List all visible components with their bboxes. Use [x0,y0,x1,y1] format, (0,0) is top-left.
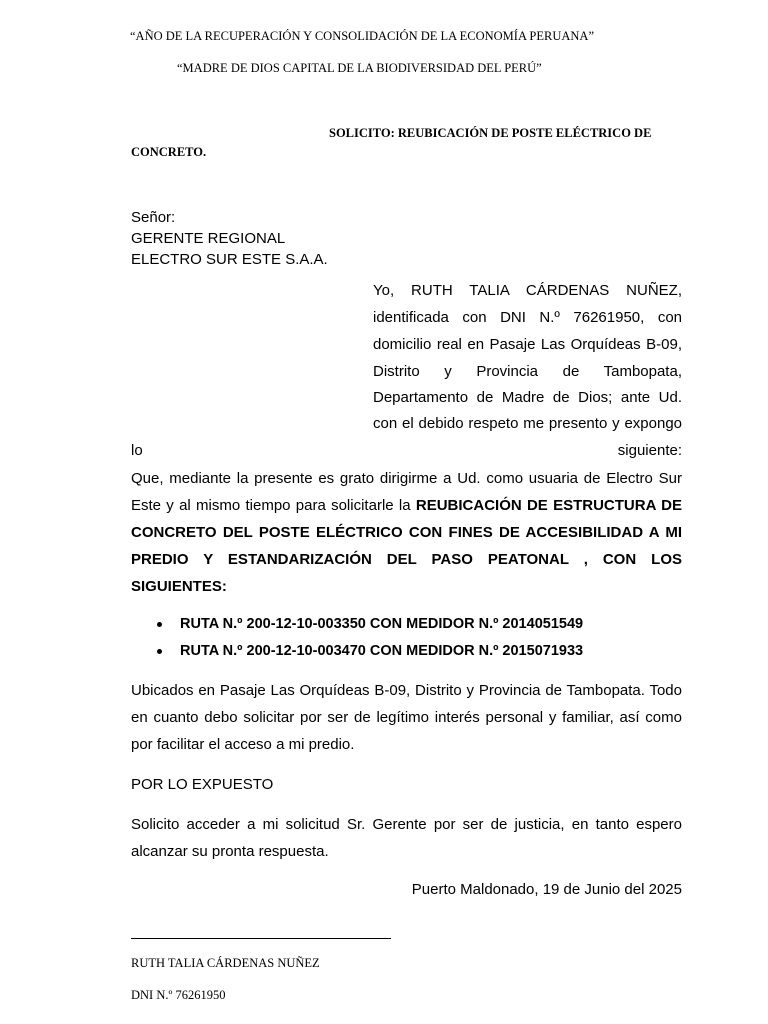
bullet-icon [157,649,162,654]
motto-region: “MADRE DE DIOS CAPITAL DE LA BIODIVERSIDAD DEL PERÚ” [177,61,542,75]
addressee-company: ELECTRO SUR ESTE S.A.A. [131,251,328,268]
closing-paragraph: Solicito acceder a mi solicitud Sr. Gerente por ser de justicia, en tanto espero alcanzar su pronta respuesta. [131,816,682,860]
intro-line: Departamento de Madre de Dios; ante Ud. [373,389,682,406]
request-paragraph [131,465,682,600]
request-bold-text: REUBICACIÓN DE ESTRUCTURA DE CONCRETO DEL POSTE ELÉCTRICO CON FINES DE ACCESIBILIDAD A MI PREDIO Y ESTANDARIZACIÓN DEL PASO PEATONAL , CON LOS SIGUIENTES: [131,497,682,595]
list-item [131,611,691,638]
intro-line: Yo, RUTH TALIA CÁRDENAS NUÑEZ, [373,282,682,299]
por-lo-expuesto: POR LO EXPUESTO [131,776,274,793]
place-date: Puerto Maldonado, 19 de Junio del 2025 [411,881,682,898]
signature-dni: DNI N.º 76261950 [131,988,226,1002]
signature-line [131,938,391,939]
motto-year: “AÑO DE LA RECUPERACIÓN Y CONSOLIDACIÓN DE LA ECONOMÍA PERUANA” [130,29,594,43]
subject-line-1: SOLICITO: REUBICACIÓN DE POSTE ELÉCTRICO DE [329,126,652,140]
intro-last-left: lo [131,442,143,459]
salutation: Señor: [131,209,176,226]
intro-last-right: siguiente: [617,442,682,459]
intro-line: con el debido respeto me presento y expongo [373,415,682,432]
addressee-block [131,207,328,270]
location-paragraph: Ubicados en Pasaje Las Orquídeas B-09, Distrito y Provincia de Tambopata. Todo en cuanto debo solicitar por ser de legítimo interés personal y familiar, así como por facilitar el acceso a mi predio. [131,682,682,753]
intro-line: identificada con DNI N.º 76261950, con [373,309,682,326]
addressee-title: GERENTE REGIONAL [131,230,286,247]
route-list [131,611,691,665]
list-item [131,638,691,665]
bullet-icon [157,622,162,627]
route-text: RUTA N.º 200-12-10-003470 CON MEDIDOR N.º 2015071933 [180,643,584,659]
subject-line-2: CONCRETO. [131,145,207,159]
route-text: RUTA N.º 200-12-10-003350 CON MEDIDOR N.º 2014051549 [180,616,584,632]
request-text: Que, mediante la presente es grato dirigirme a Ud. como usuaria de Electro Sur Este y al mismo tiempo para solicitarle la [131,470,682,514]
signature-name: RUTH TALIA CÁRDENAS NUÑEZ [131,956,320,970]
intro-line: Distrito y Provincia de Tambopata, [373,363,682,380]
intro-line: domicilio real en Pasaje Las Orquídeas B-09, [373,336,682,353]
